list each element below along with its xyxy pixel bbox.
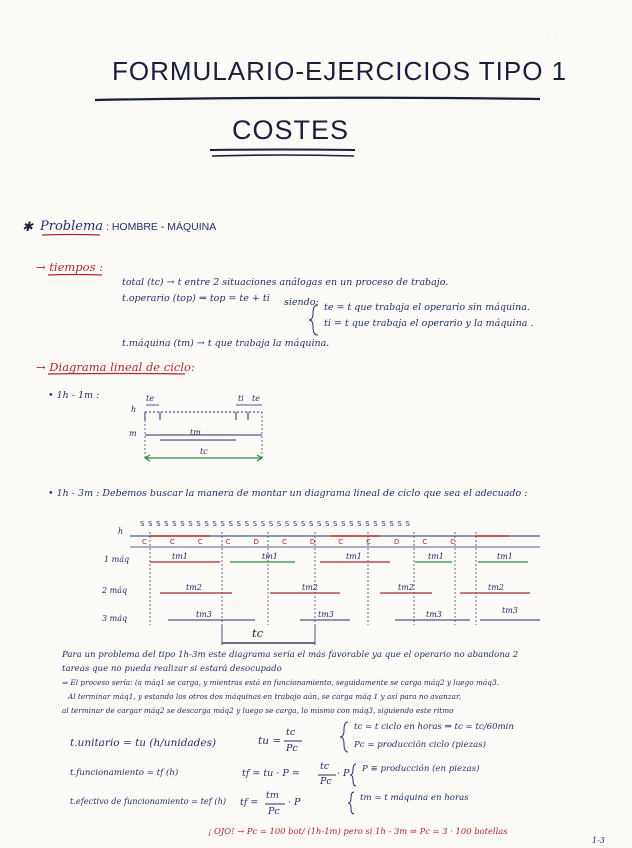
page-number: 1-3 — [592, 836, 605, 845]
f2-label: t.funcionamiento = tf (h) — [70, 768, 179, 778]
d2-tm1-a: tm1 — [172, 552, 188, 561]
d2-tm1-b: tm1 — [262, 552, 278, 561]
f2-lhs: tf = tu · P = — [242, 768, 300, 779]
f1-lhs: tu = — [258, 735, 282, 747]
d2-tm3-d: tm3 — [502, 606, 518, 615]
f1-num: tc — [286, 727, 296, 738]
f3-mul: · P — [288, 797, 301, 808]
d2-tm3-c: tm3 — [426, 610, 442, 619]
d2-tm2-c: tm2 — [398, 583, 414, 592]
d2-tm3-b: tm3 — [318, 610, 334, 619]
diagrama-heading-text: Diagrama lineal de ciclo: — [49, 360, 195, 374]
case-1h-1m-text: 1h - 1m : — [56, 390, 100, 401]
para-line-3: ⇒ El proceso sería: (a máq1 se carga, y mientras está en funcionamiento, seguidamente se carga máq2 y luego máq3. — [62, 678, 499, 687]
d2-tc-label: tc — [252, 626, 264, 640]
f2-mul: · P — [337, 768, 350, 779]
tiempos-line-operario: t.operario (top) ⇒ top = te + ti — [122, 293, 270, 304]
f1-note-2: Pc = producción ciclo (piezas) — [354, 740, 487, 750]
case-1h-3m: • 1h - 3m : Debemos buscar la manera de montar un diagrama lineal de ciclo que sea el adecuado : — [48, 488, 528, 499]
f1-label: t.unitario = tu (h/unidades) — [70, 737, 217, 749]
page-subtitle: COSTES — [232, 115, 350, 145]
ojo-note: ¡ OJO! → Pc = 100 bot/ (1h-1m) pero si 1h - 3m ⇒ Pc = 3 · 100 botellas — [208, 826, 508, 836]
tiempos-ti: ti = t que trabaja el operario y la máquina . — [324, 318, 534, 329]
problem-label: Problema — [40, 219, 104, 234]
d1-ti2-label: ti — [238, 394, 244, 403]
d2-tm1-d: tm1 — [428, 552, 444, 561]
para-line-4: Al terminar máq1, y estando los otros dos máquinas en trabajo aún, se carga máq 1 y así para no avanzar, — [68, 692, 462, 701]
f1-note-1: tc = t ciclo en horas ⇒ tc = tc/60min — [354, 722, 514, 732]
f3-label: t.efectivo de funcionamiento = tef (h) — [70, 796, 227, 806]
d1-tm-label: tm — [190, 428, 201, 437]
d1-tc-label: tc — [200, 447, 208, 456]
tiempos-line-maquina: t.máquina (tm) → t que trabaja la máquina. — [122, 338, 330, 349]
case-1h-1m: • 1h - 1m : — [48, 390, 100, 401]
bleed-through-text: - - - - — [540, 30, 564, 41]
f2-num: tc — [320, 761, 330, 772]
page-title: FORMULARIO-EJERCICIOS TIPO 1 — [112, 56, 568, 86]
d2-tm2-b: tm2 — [302, 583, 318, 592]
problem-bullet: ✱ — [22, 220, 33, 235]
d2-row-3: 3 máq — [102, 614, 128, 623]
f3-num: tm — [266, 790, 279, 801]
diagrama-heading: → Diagrama lineal de ciclo: — [36, 360, 195, 374]
d2-tm2-a: tm2 — [186, 583, 202, 592]
d2-tm3-a: tm3 — [196, 610, 212, 619]
d2-segment-labels: CCCCDCDCCDCC — [142, 538, 479, 546]
d1-te2-label: te — [252, 394, 260, 403]
tiempos-heading: → tiempos : — [36, 260, 104, 274]
d2-tm1-c: tm1 — [346, 552, 362, 561]
d2-h-label: h — [118, 527, 124, 536]
d2-tm1-e: tm1 — [497, 552, 513, 561]
f3-den: Pc — [268, 806, 280, 817]
d2-row-2: 2 máq — [102, 586, 128, 595]
f2-note-1: P ≡ producción (en piezas) — [362, 764, 480, 774]
d2-top-labels: SSSSSSSSSSSSSSSSSSSSSSSSSSSSSSSSSS — [140, 520, 414, 528]
d1-m-label: m — [129, 429, 137, 438]
tiempos-line-total: total (tc) → t entre 2 situaciones análogas en un proceso de trabajo. — [122, 277, 449, 288]
f1-den: Pc — [286, 743, 298, 754]
tiempos-siendo: siendo: — [284, 297, 319, 308]
tiempos-te: te = t que trabaja el operario sin máquina. — [324, 302, 530, 313]
case-1h-3m-text: Debemos buscar la manera de montar un diagrama lineal de ciclo que sea el adecuado : — [102, 488, 528, 499]
problem-value: : HOMBRE - MÁQUINA — [106, 221, 217, 233]
tiempos-heading-text: tiempos : — [49, 260, 104, 274]
f3-lhs: tf = — [240, 797, 259, 808]
para-line-5: al terminar de cargar máq2 se descarga máq2 y luego se carga, lo mismo con máq3, siguiendo este ritmo — [62, 706, 454, 715]
d2-tm2-d: tm2 — [488, 583, 504, 592]
para-line-2: tareas que no pueda realizar si estará desocupado — [62, 664, 282, 674]
f2-den: Pc — [320, 776, 332, 787]
case-1h-3m-label: 1h - 3m : — [56, 488, 100, 499]
d1-te-label: te — [146, 394, 154, 403]
d1-h-label: h — [131, 405, 137, 414]
para-line-1: Para un problema del tipo 1h-3m este diagrama sería el más favorable ya que el operario no abandona 2 — [62, 650, 519, 660]
d2-row-1: 1 máq — [104, 555, 130, 564]
f3-note-1: tm = t máquina en horas — [360, 793, 469, 803]
